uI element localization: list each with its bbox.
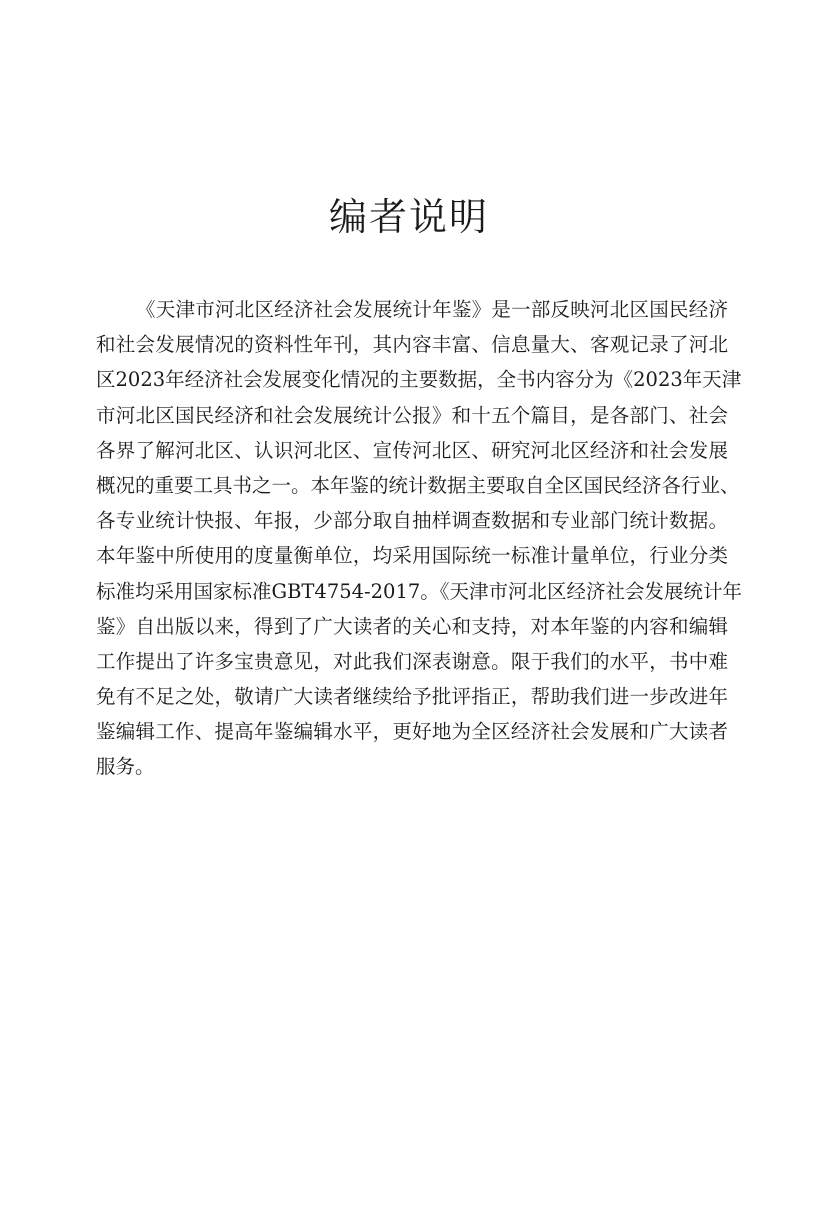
paragraph-line: 概况的重要工具书之一。本年鉴的统计数据主要取自全区国民经济各行业、 <box>96 473 740 497</box>
paragraph-line: 免有不足之处，敬请广大读者继续给予批评指正，帮助我们进一步改进年 <box>96 685 728 709</box>
paragraph-line: 和社会发展情况的资料性年刊，其内容丰富、信息量大、客观记录了河北 <box>96 333 728 357</box>
preface-paragraph <box>96 292 743 785</box>
paragraph-line: 鉴编辑工作、提高年鉴编辑水平，更好地为全区经济社会发展和广大读者 <box>96 720 728 744</box>
paragraph-line: 本年鉴中所使用的度量衡单位，均采用国际统一标准计量单位，行业分类 <box>96 544 728 568</box>
paragraph-line: 鉴》自出版以来，得到了广大读者的关心和支持，对本年鉴的内容和编辑 <box>96 614 728 638</box>
paragraph-line: 市河北区国民经济和社会发展统计公报》和十五个篇目，是各部门、社会 <box>96 403 728 427</box>
paragraph-line: 区2023年经济社会发展变化情况的主要数据，全书内容分为《2023年天津 <box>96 368 742 392</box>
paragraph-line: 各专业统计快报、年报，少部分取自抽样调查数据和专业部门统计数据。 <box>96 509 728 533</box>
paragraph-line: 《天津市河北区经济社会发展统计年鉴》是一部反映河北区国民经济 <box>136 298 728 321</box>
paragraph-line: 各界了解河北区、认识河北区、宣传河北区、研究河北区经济和社会发展 <box>96 438 728 462</box>
paragraph-line: 标准均采用国家标准GBT4754-2017。《天津市河北区经济社会发展统计年 <box>96 579 743 603</box>
page-title: 编者说明 <box>328 195 489 239</box>
paragraph-line: 服务。 <box>96 755 155 779</box>
paragraph-line: 工作提出了许多宝贵意见，对此我们深表谢意。限于我们的水平，书中难 <box>96 649 728 673</box>
